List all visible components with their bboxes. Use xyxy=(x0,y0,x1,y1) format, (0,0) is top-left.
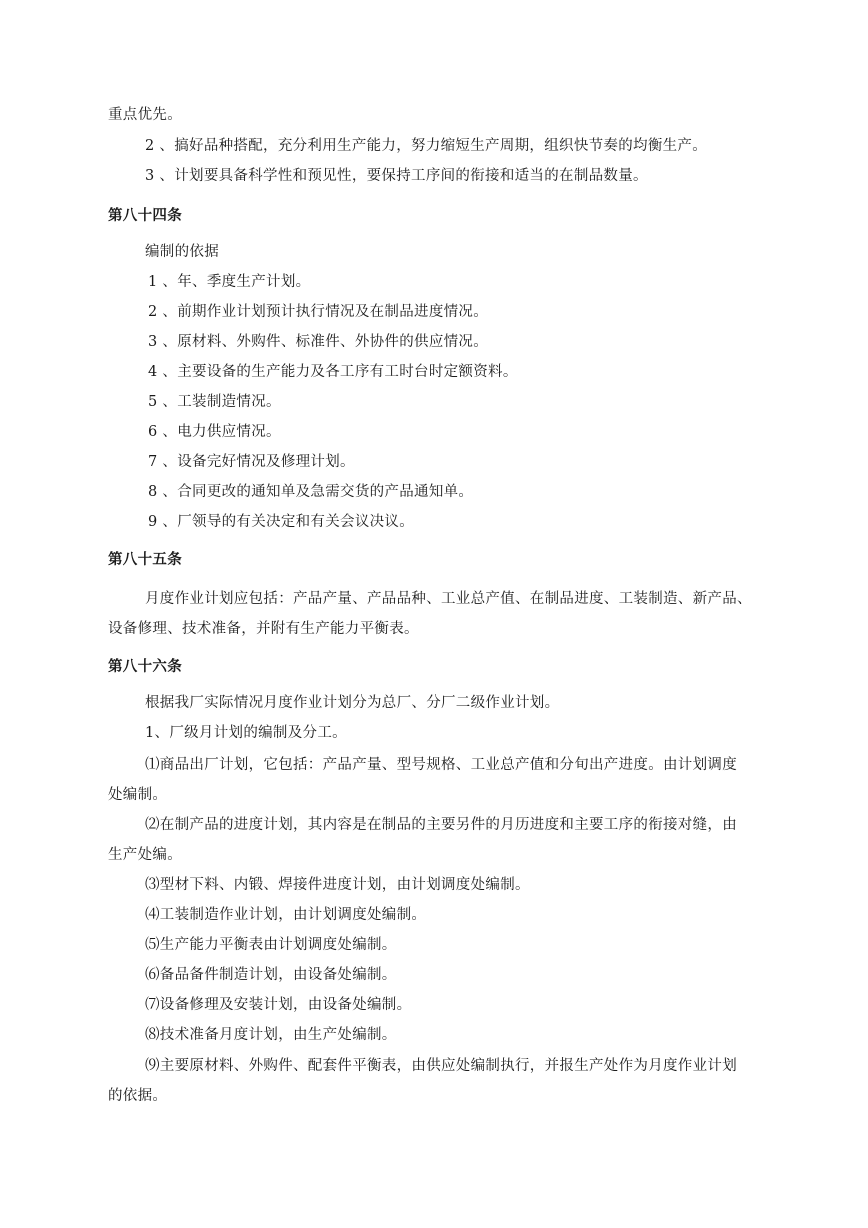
text-line: 1、厂级月计划的编制及分工。 xyxy=(145,725,347,741)
text-line: 重点优先。 xyxy=(108,107,182,123)
text-line: 根据我厂实际情况月度作业计划分为总厂、分厂二级作业计划。 xyxy=(145,695,560,711)
list-item: ⑼主要原材料、外购件、配套件平衡表，由供应处编制执行，并报生产处作为月度作业计划 xyxy=(145,1058,737,1074)
list-item: 6 、电力供应情况。 xyxy=(148,424,281,440)
list-item: ⑸生产能力平衡表由计划调度处编制。 xyxy=(145,937,397,953)
list-item: 3 、原材料、外购件、标准件、外协件的供应情况。 xyxy=(148,334,489,350)
list-item: ⑴商品出厂计划，它包括：产品产量、型号规格、工业总产值和分旬出产进度。由计划调度 xyxy=(145,757,737,773)
list-item: 8 、合同更改的通知单及急需交货的产品通知单。 xyxy=(148,484,474,500)
list-item: 2 、前期作业计划预计执行情况及在制品进度情况。 xyxy=(148,304,489,320)
list-item: 4 、主要设备的生产能力及各工序有工时台时定额资料。 xyxy=(148,364,518,380)
list-item: 5 、工装制造情况。 xyxy=(148,394,281,410)
list-item: ⑺设备修理及安装计划，由设备处编制。 xyxy=(145,997,412,1013)
list-item: ⑻技术准备月度计划，由生产处编制。 xyxy=(145,1027,397,1043)
article-85-heading: 第八十五条 xyxy=(108,552,182,568)
list-item: 1 、年、季度生产计划。 xyxy=(148,274,311,290)
text-line: 设备修理、技术准备，并附有生产能力平衡表。 xyxy=(108,621,419,637)
list-item: ⑷工装制造作业计划，由计划调度处编制。 xyxy=(145,907,427,923)
text-line: 处编制。 xyxy=(108,787,168,803)
text-line: 的依据。 xyxy=(108,1088,168,1104)
text-line: 生产处编。 xyxy=(108,847,182,863)
list-item: ⑵在制产品的进度计划，其内容是在制品的主要另件的月历进度和主要工序的衔接对缝，由 xyxy=(145,817,737,833)
article-84-heading: 第八十四条 xyxy=(108,208,182,224)
list-item: 7 、设备完好情况及修理计划。 xyxy=(148,454,355,470)
article-86-heading: 第八十六条 xyxy=(108,659,182,675)
text-line: 编制的依据 xyxy=(145,244,219,260)
text-line: 月度作业计划应包括：产品产量、产品品种、工业总产值、在制品进度、工装制造、新产品、 xyxy=(145,591,752,607)
list-item: 9 、厂领导的有关决定和有关会议决议。 xyxy=(148,514,415,530)
list-item: ⑶型材下料、内锻、焊接件进度计划，由计划调度处编制。 xyxy=(145,877,530,893)
list-item: ⑹备品备件制造计划，由设备处编制。 xyxy=(145,967,397,983)
text-line: 2 、搞好品种搭配，充分利用生产能力，努力缩短生产周期，组织快节奏的均衡生产。 xyxy=(145,138,708,154)
text-line: 3 、计划要具备科学性和预见性，要保持工序间的衔接和适当的在制品数量。 xyxy=(145,168,648,184)
